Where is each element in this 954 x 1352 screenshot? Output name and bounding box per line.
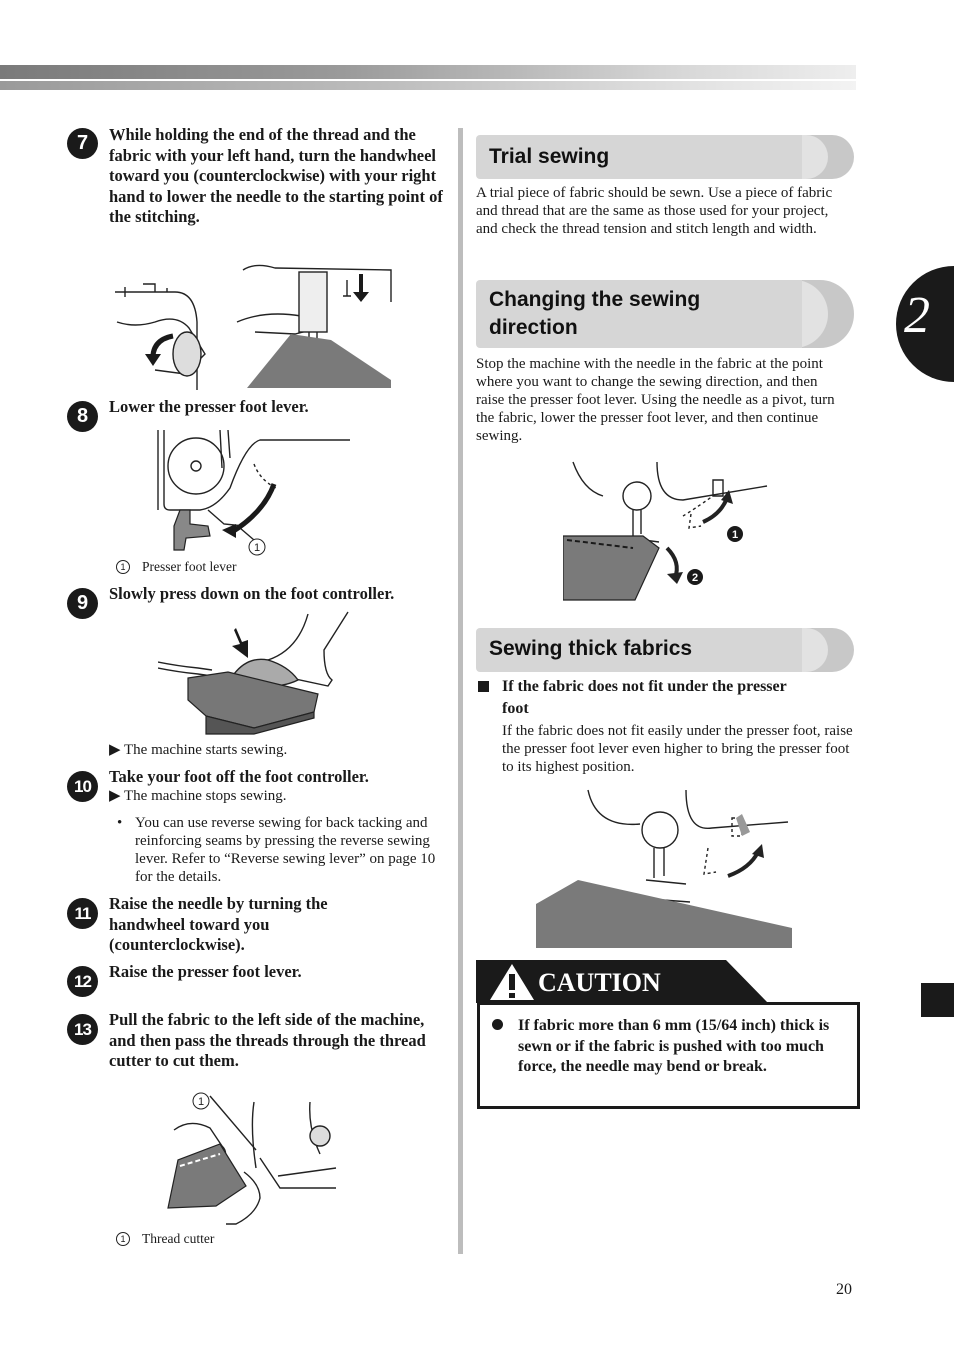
callout-thread-cutter-label: 1 [197, 1096, 205, 1108]
caption-thread-cutter [116, 1231, 214, 1247]
thick-fabrics-body: If the fabric does not fit easily under the presser foot, raise the presser foot lever even higher to bring the presser foot to its highest position. [502, 723, 853, 775]
step-9-number: 9 [67, 588, 98, 619]
thick-fabrics-subhead [502, 676, 852, 720]
chapter-tab [896, 266, 954, 382]
step-12-number: 12 [67, 966, 98, 997]
header-bar [0, 65, 856, 91]
subhead-line-1: If the fabric does not fit under the presser [502, 678, 787, 695]
fig-label-2: 2 [691, 572, 699, 584]
page-number: 20 [836, 1281, 852, 1298]
caution-header [476, 960, 768, 1003]
callout-1-label: 1 [253, 542, 261, 554]
section-title-changing-direction-2: direction [489, 316, 578, 339]
step-7-number: 7 [67, 128, 98, 159]
side-index-marker [921, 983, 954, 1017]
trial-sewing-body: A trial piece of fabric should be sewn. Use a piece of fabric and thread that are the same as those used for your project, and check the thread tension and stitch length and width. [476, 185, 833, 237]
thread-cutter-illustration [160, 1088, 340, 1228]
changing-direction-body: Stop the machine with the needle in the fabric at the point where you want to change the sewing direction, and then raise the presser foot lever. Using the needle as a pivot, turn the fabric, lower the presser foot lever, and then continue sewing. [476, 356, 835, 444]
note-reverse-sewing: You can use reverse sewing for back tacking and reinforcing seams by pressing the reverse sewing lever. Refer to “Reverse sewing lever” on page 10 for the details. [135, 815, 436, 885]
handwheel-illustration [115, 262, 395, 390]
section-header-thick-fabrics [476, 628, 854, 672]
caution-box [477, 1002, 860, 1109]
change-direction-illustration [563, 460, 773, 602]
thick-fabric-illustration [536, 788, 792, 948]
step-11-number: 11 [67, 898, 98, 929]
presser-foot-lever-illustration [150, 428, 360, 558]
caption-text: Presser foot lever [142, 559, 237, 574]
step-12-text: Raise the presser foot lever. [109, 962, 302, 981]
fig-label-1: 1 [731, 529, 739, 541]
step-10-number: 10 [67, 771, 98, 802]
caution-bullet [492, 1019, 503, 1030]
step-10-text: Take your foot off the foot controller. [109, 767, 369, 786]
section-header-trial-sewing [476, 135, 854, 179]
caption-text: Thread cutter [142, 1231, 215, 1246]
section-title-trial-sewing: Trial sewing [489, 145, 610, 168]
bullet-dot: • [117, 815, 123, 831]
step-13-number: 13 [67, 1014, 98, 1045]
section-title-changing-direction-1: Changing the sewing [489, 288, 701, 311]
step-9-text: Slowly press down on the foot controller. [109, 584, 395, 603]
result-machine-starts: ▶ The machine starts sewing. [109, 742, 288, 758]
section-title-thick-fabrics: Sewing thick fabrics [489, 637, 693, 660]
subhead-line-2: foot [502, 700, 529, 717]
step-13-text: Pull the fabric to the left side of the machine, and then pass the threads through the thread cutter to cut them. [109, 1010, 426, 1070]
step-8-text: Lower the presser foot lever. [109, 397, 309, 416]
column-divider [458, 128, 463, 1254]
header-bar-top [0, 65, 856, 79]
chapter-number: 2 [904, 287, 930, 344]
callout-1-marker: 1 [116, 560, 130, 574]
section-header-changing-direction [476, 280, 854, 348]
foot-controller-illustration [158, 610, 350, 738]
caution-label: CAUTION [538, 968, 661, 997]
step-7-text: While holding the end of the thread and the fabric with your left hand, turn the handwheel toward you (counterclockwise) with your right hand to lower the needle to the starting point of the stitching. [109, 125, 443, 226]
header-bar-bottom [0, 81, 856, 90]
caution-text: If fabric more than 6 mm (15/64 inch) thick is sewn or if the fabric is pushed with too much force, the needle may bend or break. [518, 1017, 830, 1075]
step-11-text: Raise the needle by turning the handwheel toward you (counterclockwise). [109, 894, 328, 954]
caption-presser-foot-lever [116, 559, 236, 575]
note-bullet [117, 814, 447, 886]
result-machine-stops: ▶ The machine stops sewing. [109, 788, 287, 804]
subhead-square-bullet [478, 681, 489, 692]
warning-icon [509, 974, 515, 990]
step-8-number: 8 [67, 401, 98, 432]
callout-thread-cutter-marker: 1 [116, 1232, 130, 1246]
